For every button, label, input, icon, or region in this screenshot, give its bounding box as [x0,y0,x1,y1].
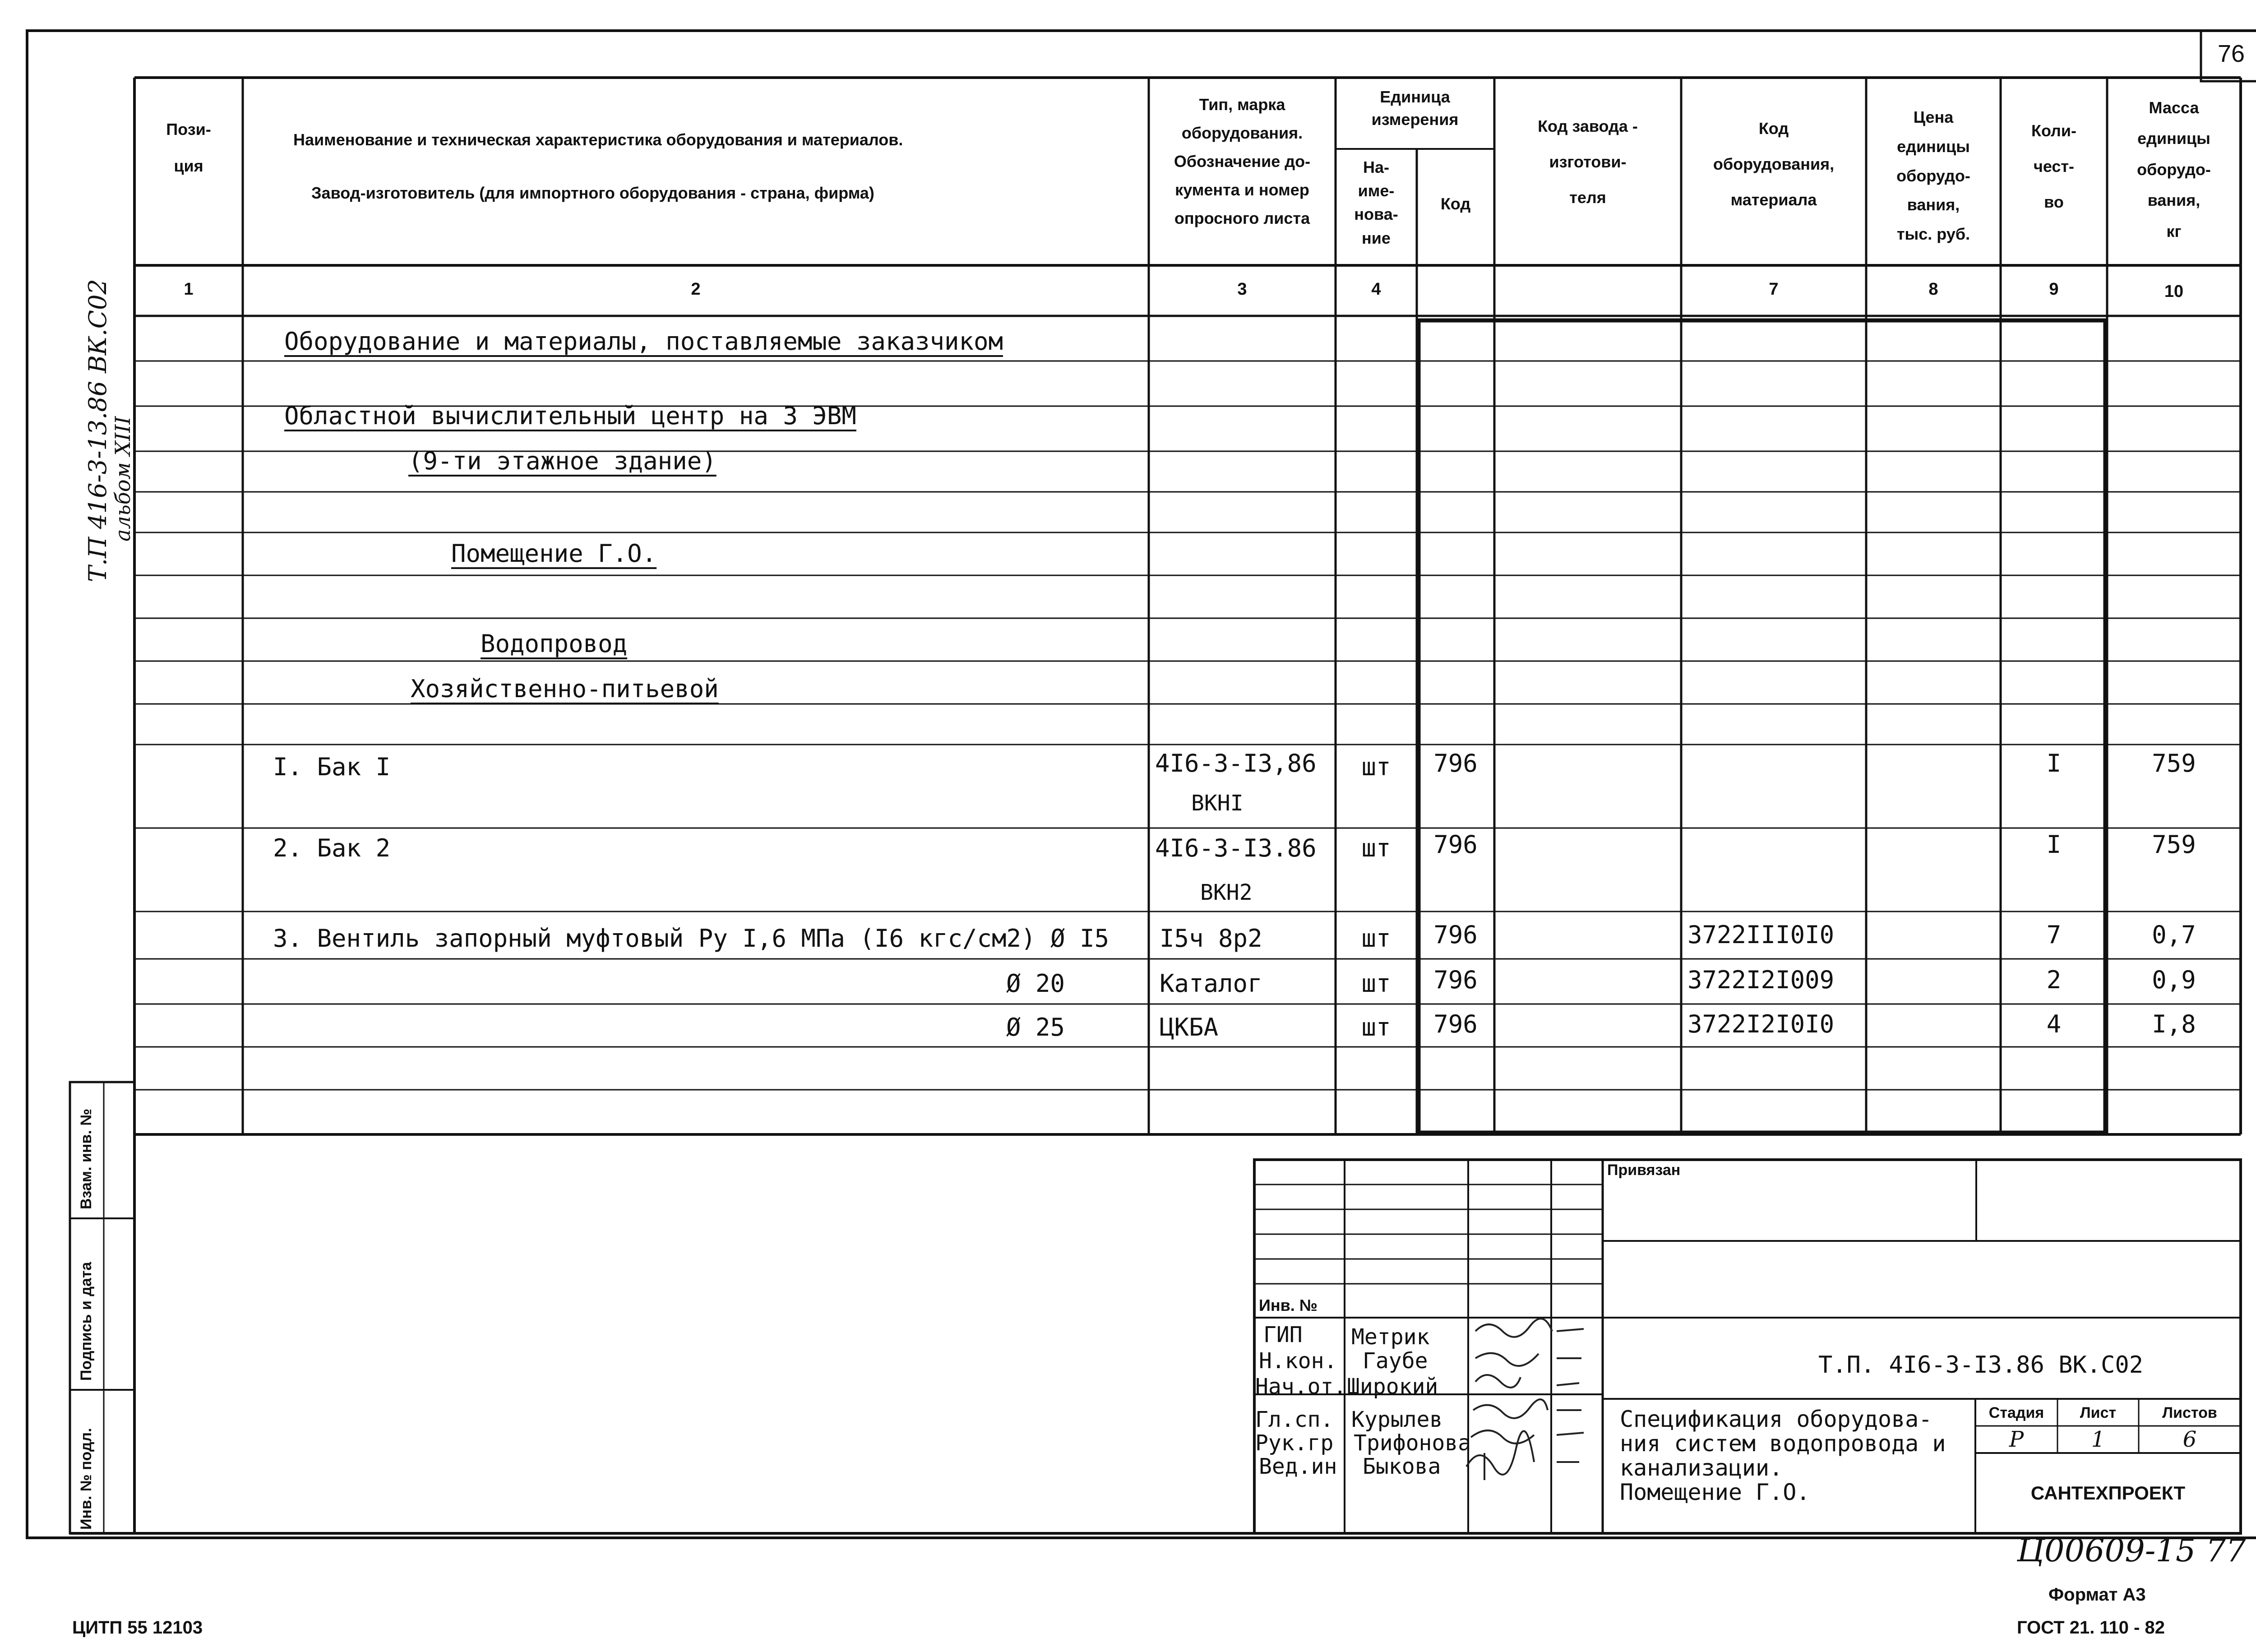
header-type-l5: опросного листа [1174,209,1310,227]
header-type-l1: Тип, марка [1199,95,1285,114]
header-position-l2: ция [174,157,203,175]
item-unit: шт [1361,1013,1391,1041]
header-name [253,125,1110,207]
item-code: 796 [1433,830,1478,859]
header-price-l4: вания, [1907,195,1960,214]
header-unit-name-l2: име- [1358,181,1395,200]
description-line2: ния систем водопровода и [1620,1430,1946,1457]
document-description [1620,1407,1946,1504]
item-qty: 2 [2046,966,2062,994]
format-label: Формат А3 [2048,1585,2146,1605]
header-mass-l2: единицы [2137,129,2210,148]
item-unit: шт [1361,969,1391,998]
header-unit-name-l3: нова- [1354,205,1398,224]
item-equip-code: 3722I2I009 [1687,966,1835,994]
item-name: Ø 20 [1006,969,1065,998]
header-qty-l2: чест- [2033,157,2075,176]
header-price-l1: Цена [1913,108,1954,126]
role-label: Гл.сп. [1255,1407,1334,1432]
header-equip-code-l1: Код [1758,119,1789,138]
margin-label-inventory: Инв. № подл. [78,1428,95,1530]
role-label: Н.кон. [1259,1348,1337,1374]
item-mass: 759 [2152,749,2196,777]
item-qty: 7 [2046,921,2062,949]
item-name: Ø 25 [1006,1013,1065,1041]
title-inv-no: Инв. № [1259,1296,1318,1314]
header-mass-l4: вания, [2147,191,2201,210]
item-equip-code: 3722III0I0 [1687,921,1835,949]
header-factory-code-l2: изготови- [1549,153,1627,171]
col-num-10: 10 [2164,282,2184,301]
header-price [1866,103,2001,249]
role-name: Метрик [1351,1324,1430,1350]
description-line1: Спецификация оборудова- [1620,1406,1932,1432]
item-mass: 0,7 [2152,921,2196,949]
header-mass-l1: Масса [2149,98,2199,117]
item-type: I5ч 8р2 [1160,924,1262,953]
side-stamp-line2: альбом XIII [111,416,135,541]
role-name: Гаубе [1363,1348,1428,1374]
header-price-l5: тыс. руб. [1896,225,1970,244]
section-title-building: (9-ти этажное здание) [408,447,717,475]
sheets-label: Листов [2162,1404,2217,1421]
document-designation: Т.П. 4I6-3-I3.86 ВК.С02 [1818,1351,2144,1379]
item-code: 796 [1433,1010,1478,1038]
footer-gost: ГОСТ 21. 110 - 82 [2017,1618,2165,1638]
section-title-domestic: Хозяйственно-питьевой [411,675,719,703]
stage-label: Стадия [1988,1404,2044,1421]
header-mass [2107,93,2241,247]
item-unit: шт [1361,924,1391,953]
header-name-l1: Наименование и техническая характеристика оборудования и материалов. [293,130,903,149]
section-title-water: Водопровод [481,629,628,658]
header-mass-l3: оборудо- [2137,160,2211,179]
header-position-l1: Пози- [166,120,211,139]
header-unit-group [1336,86,1494,131]
item-code: 796 [1433,921,1478,949]
header-mass-l5: кг [2166,222,2182,241]
header-qty [2001,113,2107,220]
col-num-1: 1 [184,280,194,299]
item-type-sub: ВКН2 [1200,880,1253,905]
item-type: 4I6-3-I3,86 [1155,749,1317,777]
col-num-8: 8 [1928,280,1938,299]
col-num-3: 3 [1237,280,1247,299]
header-qty-l3: во [2044,193,2064,212]
header-unit-group-l1: Единица [1380,88,1450,106]
item-name: 2. Бак 2 [273,834,391,862]
header-unit-group-l2: измерения [1371,110,1459,129]
header-unit-code: Код [1440,194,1471,213]
item-qty: I [2046,830,2062,859]
role-label: Нач.от. [1255,1374,1347,1399]
margin-label-replacement: Взам. инв. № [78,1108,95,1209]
header-factory-code [1494,108,1681,216]
header-type-l3: Обозначение до- [1174,152,1311,171]
header-type [1149,90,1336,232]
item-type-sub: ВКНI [1191,791,1244,816]
role-name: Широкий [1347,1374,1438,1399]
item-qty: 4 [2046,1010,2062,1038]
section-title-customer: Оборудование и материалы, поставляемые заказчиком [284,327,1003,356]
header-position [134,115,243,180]
item-unit: шт [1361,834,1391,862]
header-qty-l1: Коли- [2031,121,2077,140]
sheet-value: 1 [2091,1427,2105,1452]
header-price-l2: единицы [1897,137,1970,156]
sheets-value: 6 [2182,1427,2197,1452]
role-label: Рук.гр [1255,1430,1334,1456]
item-name: 3. Вентиль запорный муфтовый Ру I,6 МПа (I6 кгс/см2) Ø I5 [273,924,1110,953]
section-title-center: Областной вычислительный центр на 3 ЭВМ [284,402,856,430]
header-name-l2: Завод-изготовитель (для импортного оборудования - страна, фирма) [311,184,874,202]
description-line3: канализации. [1620,1455,1783,1481]
header-factory-code-l3: теля [1569,188,1606,207]
header-equip-code [1681,111,1866,218]
item-type: ЦКБА [1160,1013,1219,1041]
item-type: Каталог [1160,969,1262,998]
section-title-room: Помещение Г.О. [451,539,657,568]
footer-left-code: ЦИТП 55 12103 [72,1618,203,1638]
organization-name: САНТЕХПРОЕКТ [2030,1482,2186,1504]
header-unit-name [1336,156,1417,250]
item-equip-code: 3722I2I0I0 [1687,1010,1835,1038]
role-label: Вед.ин [1259,1454,1337,1479]
role-name: Быкова [1363,1454,1441,1479]
header-equip-code-l2: оборудования, [1713,155,1835,174]
side-stamp-line1: Т.П 416-3-13.86 ВК.С02 [83,279,112,582]
item-name: I. Бак I [273,753,391,781]
item-mass: 0,9 [2152,966,2196,994]
col-num-2: 2 [691,280,701,299]
role-name: Курылев [1351,1407,1443,1432]
role-name: Трифонова [1354,1430,1471,1456]
item-type: 4I6-3-I3.86 [1155,834,1317,862]
item-qty: I [2046,749,2062,777]
page-number: 76 [2217,40,2245,67]
header-type-l2: оборудования. [1181,124,1303,142]
col-num-9: 9 [2049,280,2059,299]
header-unit-name-l4: ние [1362,228,1391,247]
header-type-l4: кумента и номер [1175,180,1309,199]
header-factory-code-l1: Код завода - [1538,117,1638,135]
handwritten-number: Ц00609-15 77 [2017,1532,2246,1569]
margin-label-signature: Подпись и дата [78,1262,95,1381]
item-unit: шт [1361,753,1391,781]
title-privyazan: Привязан [1607,1161,1681,1179]
stage-value: Р [2009,1427,2024,1452]
item-code: 796 [1433,966,1478,994]
sheet-label: Лист [2080,1404,2117,1421]
col-num-7: 7 [1769,280,1779,299]
col-num-4: 4 [1371,280,1381,299]
item-mass: 759 [2152,830,2196,859]
description-line4: Помещение Г.О. [1620,1479,1810,1505]
signature-scribbles [1466,1319,1584,1480]
header-equip-code-l3: материала [1730,190,1817,209]
header-price-l3: оборудо- [1896,166,1970,185]
role-label: ГИП [1263,1322,1303,1347]
item-code: 796 [1433,749,1478,777]
item-mass: I,8 [2152,1010,2196,1038]
header-unit-name-l1: На- [1363,158,1389,176]
